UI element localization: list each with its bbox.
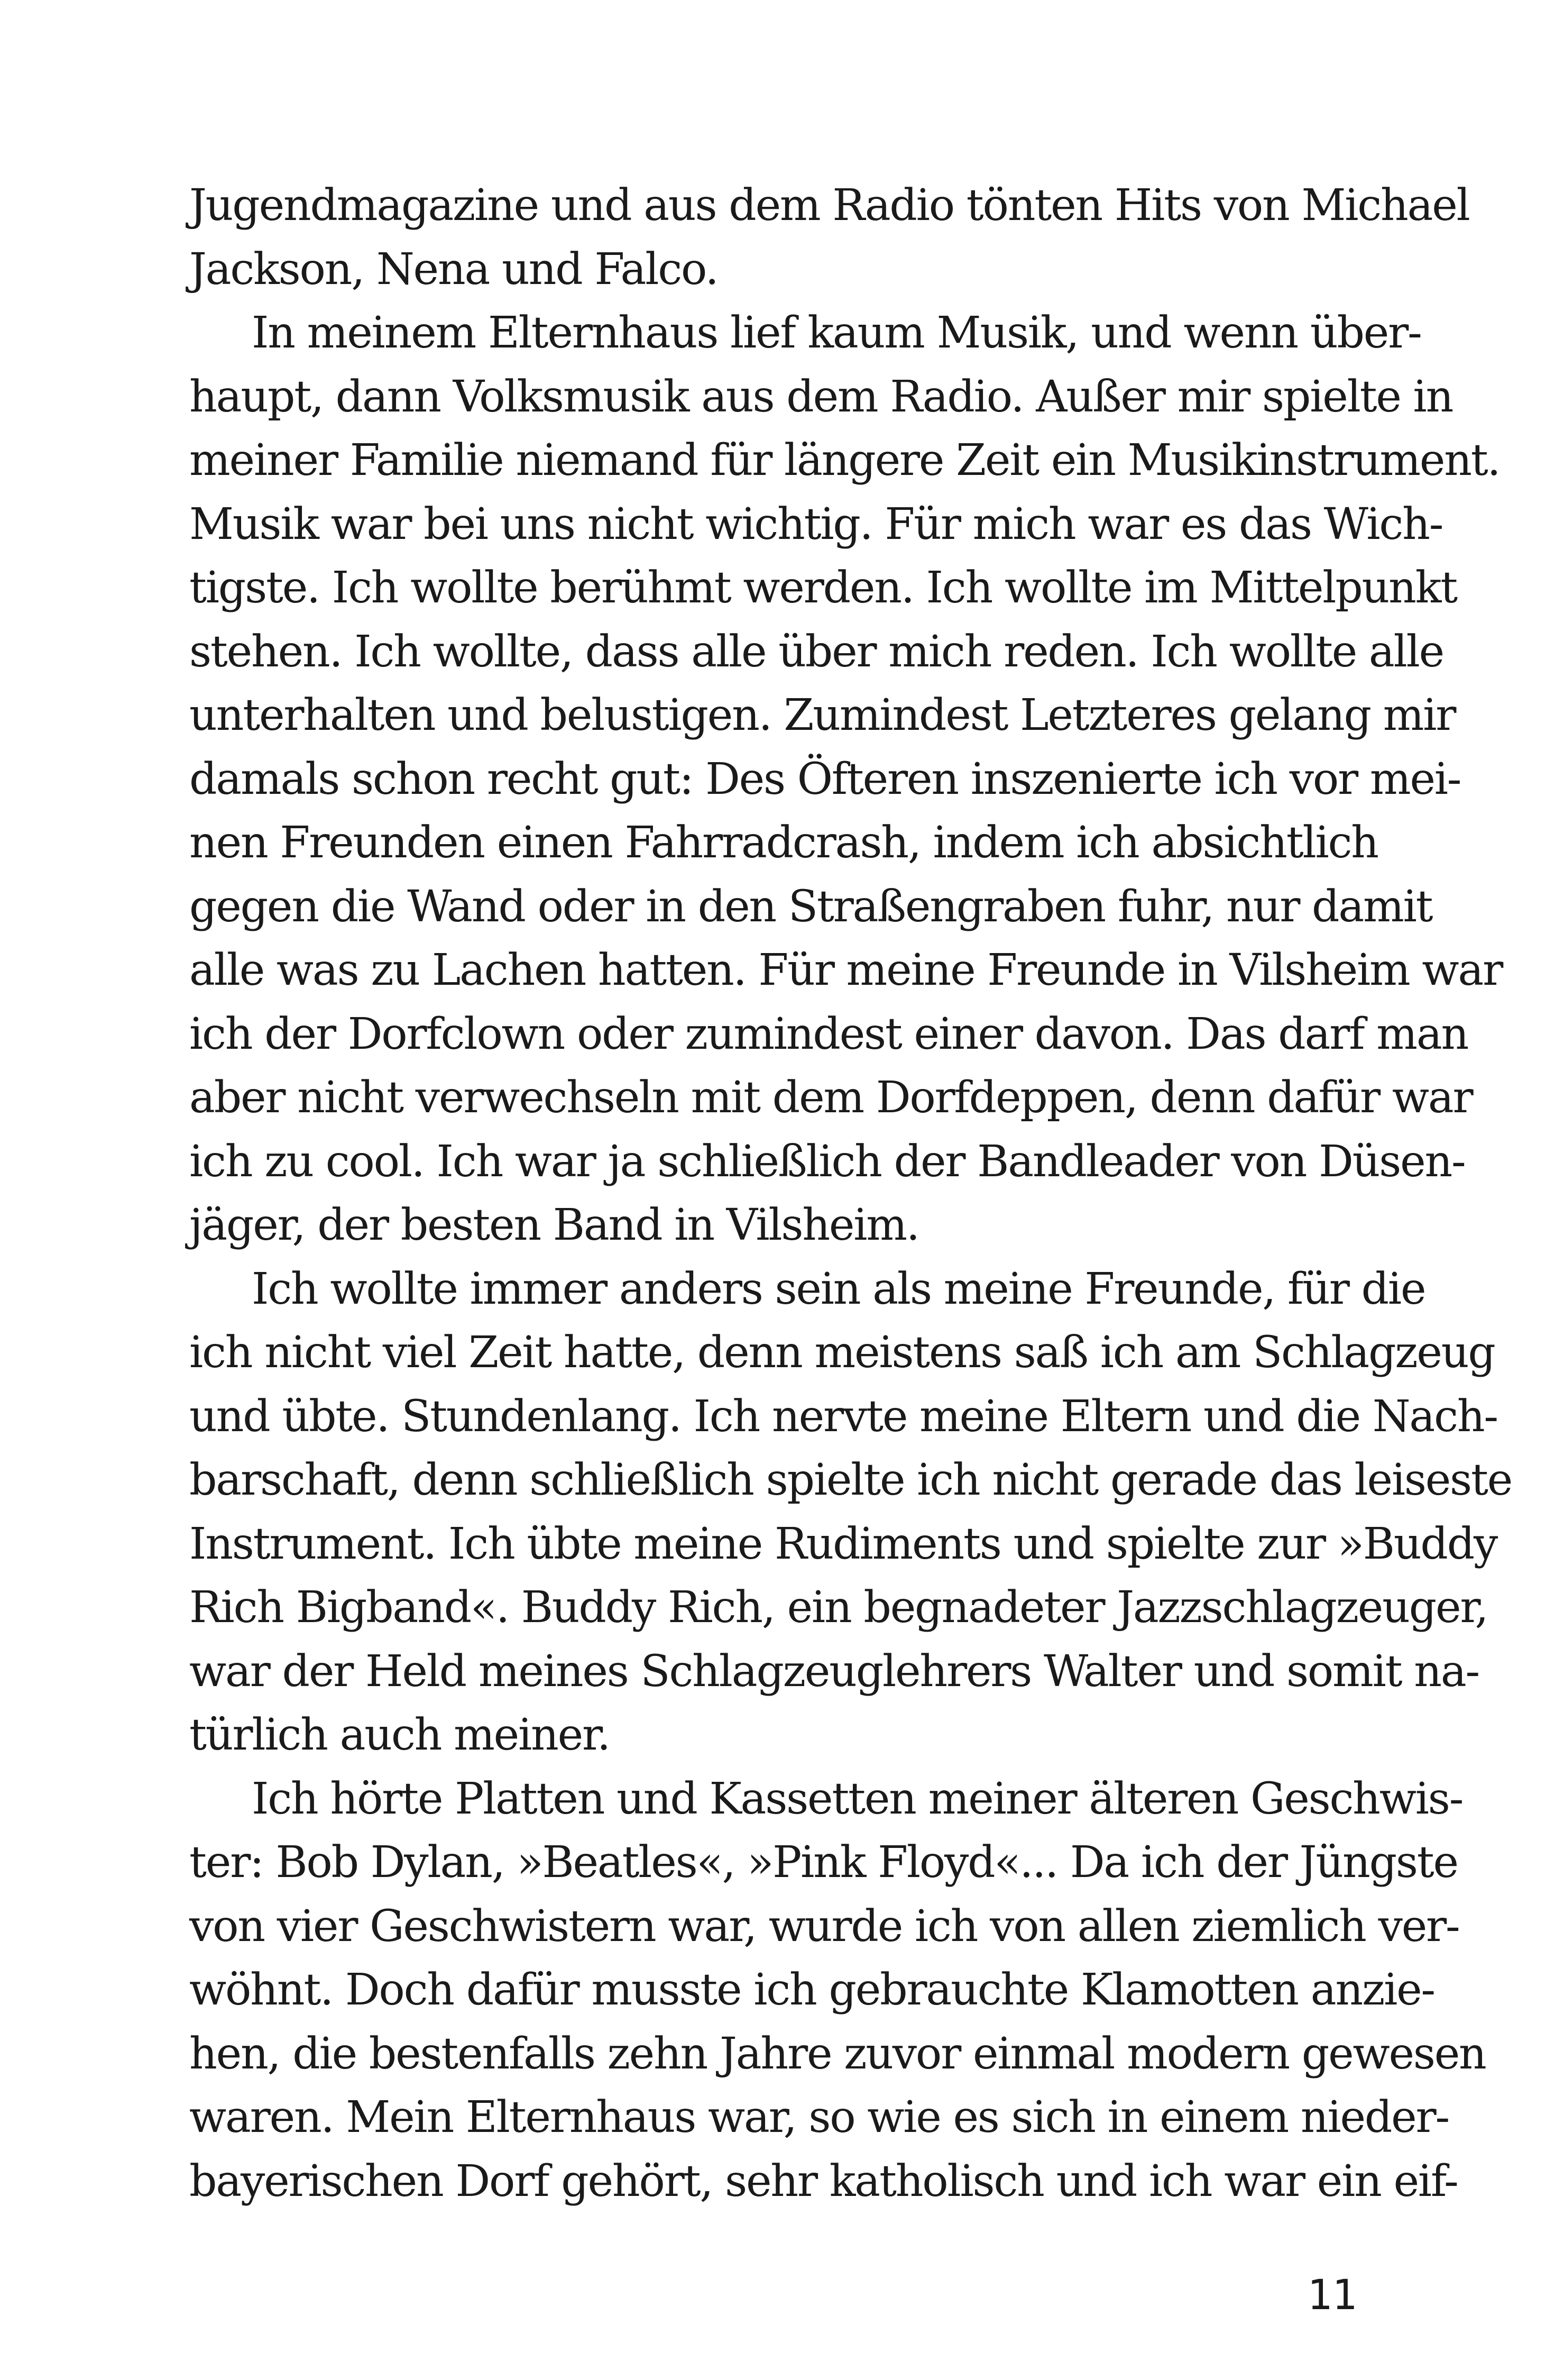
text-line: nen Freunden einen Fahrradcrash, indem ich absichtlich (189, 818, 1378, 868)
text-line: türlich auch meiner. (189, 1710, 610, 1760)
text-line: ich nicht viel Zeit hatte, denn meistens saß ich am Schlagzeug (189, 1328, 1495, 1378)
text-line: und übte. Stundenlang. Ich nervte meine Eltern und die Nach- (189, 1391, 1497, 1442)
text-line: hen, die bestenfalls zehn Jahre zuvor einmal modern gewesen (189, 2028, 1486, 2079)
text-line: alle was zu Lachen hatten. Für meine Freunde in Vilsheim war (189, 945, 1503, 995)
text-line: ich zu cool. Ich war ja schließlich der Bandleader von Düsen- (189, 1136, 1465, 1187)
text-line: unterhalten und belustigen. Zumindest Letzteres gelang mir (189, 690, 1456, 740)
text-line: wöhnt. Doch dafür musste ich gebrauchte Klamotten anzie- (189, 1965, 1434, 2015)
text-line: ter: Bob Dylan, »Beatles«, »Pink Floyd«... Da ich der Jüngste (189, 1837, 1458, 1888)
text-line: Rich Bigband«. Buddy Rich, ein begnadeter Jazzschlagzeuger, (189, 1582, 1488, 1633)
text-line: damals schon recht gut: Des Öfteren inszenierte ich vor mei- (189, 754, 1461, 804)
text-line: Musik war bei uns nicht wichtig. Für mich war es das Wich- (189, 499, 1443, 550)
body-text (189, 174, 1512, 2213)
text-line: jäger, der besten Band in Vilsheim. (189, 1200, 919, 1250)
text-line: von vier Geschwistern war, wurde ich von allen ziemlich ver- (189, 1901, 1459, 1952)
text-line: meiner Familie niemand für längere Zeit ein Musikinstrument. (189, 435, 1500, 486)
text-line: Jugendmagazine und aus dem Radio tönten Hits von Michael (189, 180, 1469, 231)
text-line: ich der Dorfclown oder zumindest einer davon. Das darf man (189, 1009, 1468, 1059)
text-line: Ich wollte immer anders sein als meine Freunde, für die (252, 1264, 1425, 1314)
text-line: haupt, dann Volksmusik aus dem Radio. Außer mir spielte in (189, 371, 1453, 422)
text-line: Jackson, Nena und Falco. (189, 244, 718, 295)
text-line: Ich hörte Platten und Kassetten meiner älteren Geschwis- (252, 1773, 1463, 1824)
text-line: gegen die Wand oder in den Straßengraben fuhr, nur damit (189, 881, 1432, 932)
text-line: aber nicht verwechseln mit dem Dorfdeppen, denn dafür war (189, 1073, 1473, 1123)
text-line: war der Held meines Schlagzeuglehrers Walter und somit na- (189, 1646, 1479, 1697)
text-line: waren. Mein Elternhaus war, so wie es sich in einem nieder- (189, 2092, 1449, 2143)
text-line: stehen. Ich wollte, dass alle über mich reden. Ich wollte alle (189, 626, 1443, 677)
text-line: tigste. Ich wollte berühmt werden. Ich wollte im Mittelpunkt (189, 563, 1457, 613)
page-number: 11 (1307, 2272, 1357, 2319)
text-line: bayerischen Dorf gehört, sehr katholisch und ich war ein eif- (189, 2156, 1458, 2207)
text-line: barschaft, denn schließlich spielte ich nicht gerade das leiseste (189, 1455, 1512, 1505)
text-line: In meinem Elternhaus lief kaum Musik, und wenn über- (252, 308, 1421, 358)
text-line: Instrument. Ich übte meine Rudiments und spielte zur »Buddy (189, 1518, 1497, 1569)
